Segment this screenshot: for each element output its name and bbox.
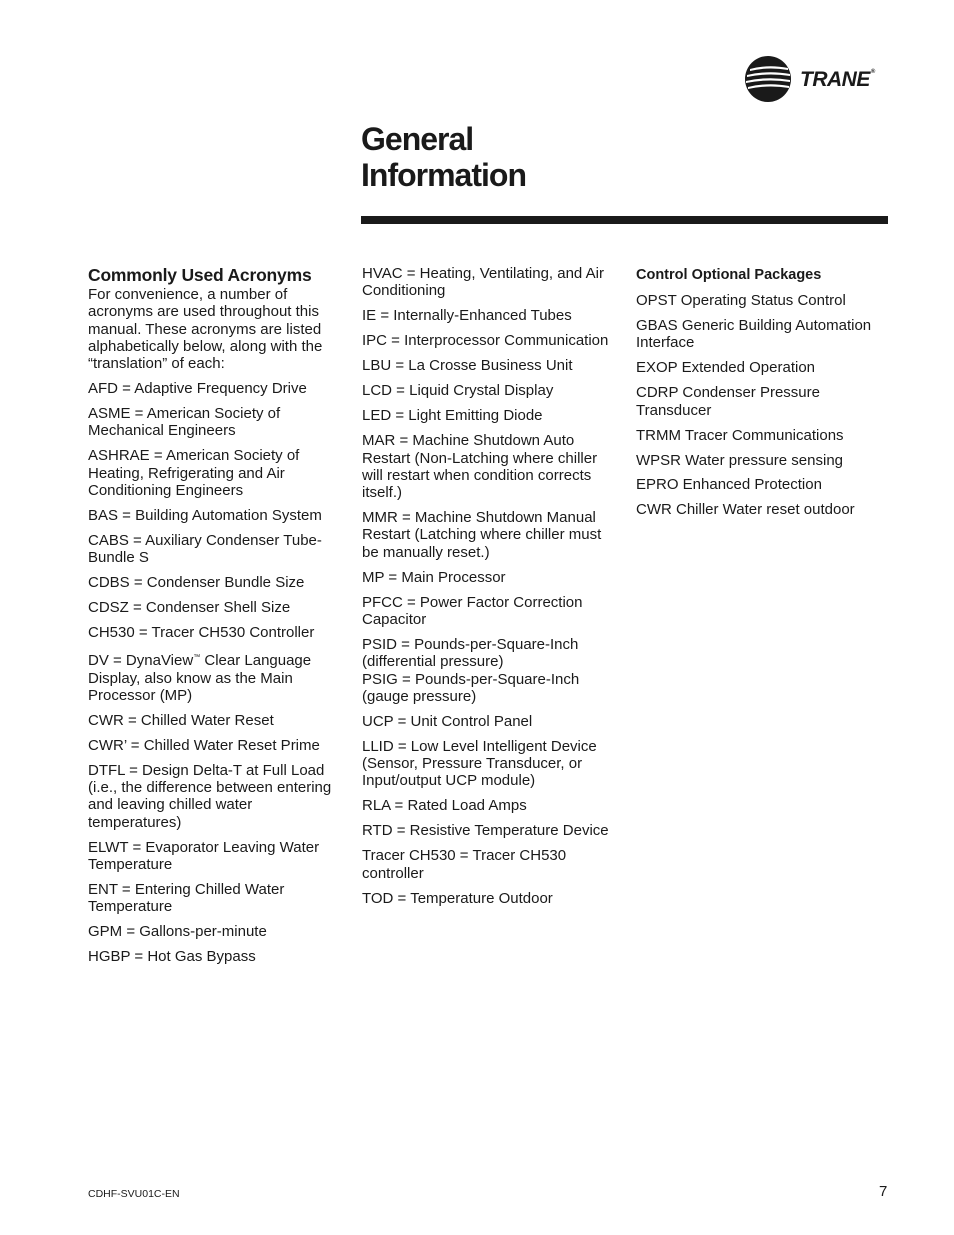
acronym-item: LED = Light Emitting Diode: [362, 407, 543, 425]
acronym-item: LCD = Liquid Crystal Display: [362, 382, 554, 400]
package-item: TRMM Tracer Communications: [636, 426, 844, 444]
acronym-item: UCP = Unit Control Panel: [362, 712, 533, 730]
acronym-list: [362, 265, 617, 907]
acronym-item: CABS = Auxiliary Condenser Tube-Bundle S: [88, 532, 322, 567]
section-heading: Commonly Used Acronyms: [88, 265, 312, 285]
acronym-item: DTFL = Design Delta-T at Full Load (i.e., the difference between entering and leaving chilled water temperatures): [88, 761, 332, 831]
acronym-item: CDBS = Condenser Bundle Size: [88, 574, 305, 592]
trane-logo: [744, 55, 875, 103]
acronym-item: ASHRAE = American Society of Heating, Refrigerating and Air Conditioning Engineers: [88, 447, 300, 500]
acronyms-column-2: [362, 265, 617, 915]
acronym-item: CWR’ = Chilled Water Reset Prime: [88, 736, 320, 754]
acronym-item: RLA = Rated Load Amps: [362, 797, 527, 815]
acronym-item: IPC = Interprocessor Communication: [362, 332, 609, 350]
acronym-item: ASME = American Society of Mechanical Engineers: [88, 405, 281, 440]
package-item: WPSR Water pressure sensing: [636, 451, 844, 469]
acronym-list: [88, 712, 338, 966]
acronym-item: CDSZ = Condenser Shell Size: [88, 599, 291, 617]
acronym-item: CH530 = Tracer CH530 Controller: [88, 624, 315, 642]
page-number: 7: [879, 1183, 888, 1200]
acronym-item: PFCC = Power Factor Correction Capacitor: [362, 593, 583, 628]
package-item: CDRP Condenser Pressure Transducer: [636, 384, 820, 419]
acronym-item: AFD = Adaptive Frequency Drive: [88, 380, 307, 398]
acronym-item: MP = Main Processor: [362, 568, 506, 586]
acronym-item: LLID = Low Level Intelligent Device (Sensor, Pressure Transducer, or Input/output UCP module): [362, 737, 597, 790]
control-packages-heading: Control Optional Packages: [636, 267, 822, 283]
package-item: EPRO Enhanced Protection: [636, 476, 822, 494]
acronym-item: ELWT = Evaporator Leaving Water Temperature: [88, 838, 320, 873]
acronym-list: [88, 380, 338, 641]
package-item: CWR Chiller Water reset outdoor: [636, 501, 855, 519]
acronym-item: TOD = Temperature Outdoor: [362, 889, 553, 907]
control-packages-column: [636, 265, 886, 526]
acronym-item: IE = Internally-Enhanced Tubes: [362, 307, 572, 325]
acronym-item: LBU = La Crosse Business Unit: [362, 357, 573, 375]
acronym-item: MMR = Machine Shutdown Manual Restart (Latching where chiller must be manually reset.): [362, 509, 602, 561]
package-item: GBAS Generic Building Automation Interface: [636, 316, 872, 352]
page-title: General Information: [361, 121, 526, 193]
acronym-item: Tracer CH530 = Tracer CH530 controller: [362, 847, 567, 882]
acronym-item: HVAC = Heating, Ventilating, and Air Conditioning: [362, 265, 604, 300]
package-list: [636, 292, 886, 519]
package-item: EXOP Extended Operation: [636, 359, 816, 377]
acronym-item: BAS = Building Automation System: [88, 507, 322, 525]
title-rule: [361, 216, 888, 224]
package-item: OPST Operating Status Control: [636, 291, 846, 309]
acronyms-column-1: [88, 265, 338, 973]
acronym-item: ENT = Entering Chilled Water Temperature: [88, 880, 285, 916]
acronym-item: PSIG = Pounds-per-Square-Inch (gauge pressure): [362, 670, 580, 705]
document-code: CDHF-SVU01C-EN: [88, 1188, 180, 1200]
acronym-item: RTD = Resistive Temperature Device: [362, 822, 609, 840]
acronym-item: HGBP = Hot Gas Bypass: [88, 948, 256, 966]
brand-wordmark: TRANE®: [800, 67, 875, 91]
acronym-item: GPM = Gallons-per-minute: [88, 923, 267, 941]
acronym-item: DV = DynaView™ Clear Language Display, also know as the Main Processor (MP): [88, 652, 312, 704]
acronym-item: CWR = Chilled Water Reset: [88, 711, 274, 729]
trane-logo-icon: [744, 55, 792, 103]
intro-paragraph: For convenience, a number of acronyms are used throughout this manual. These acronyms are listed alphabetically below, along with the “translation” of each:: [88, 286, 323, 373]
acronym-item: PSID = Pounds-per-Square-Inch (differential pressure): [362, 635, 579, 671]
acronym-item: MAR = Machine Shutdown Auto Restart (Non-Latching where chiller will restart when condition corrects itself.): [362, 432, 598, 502]
